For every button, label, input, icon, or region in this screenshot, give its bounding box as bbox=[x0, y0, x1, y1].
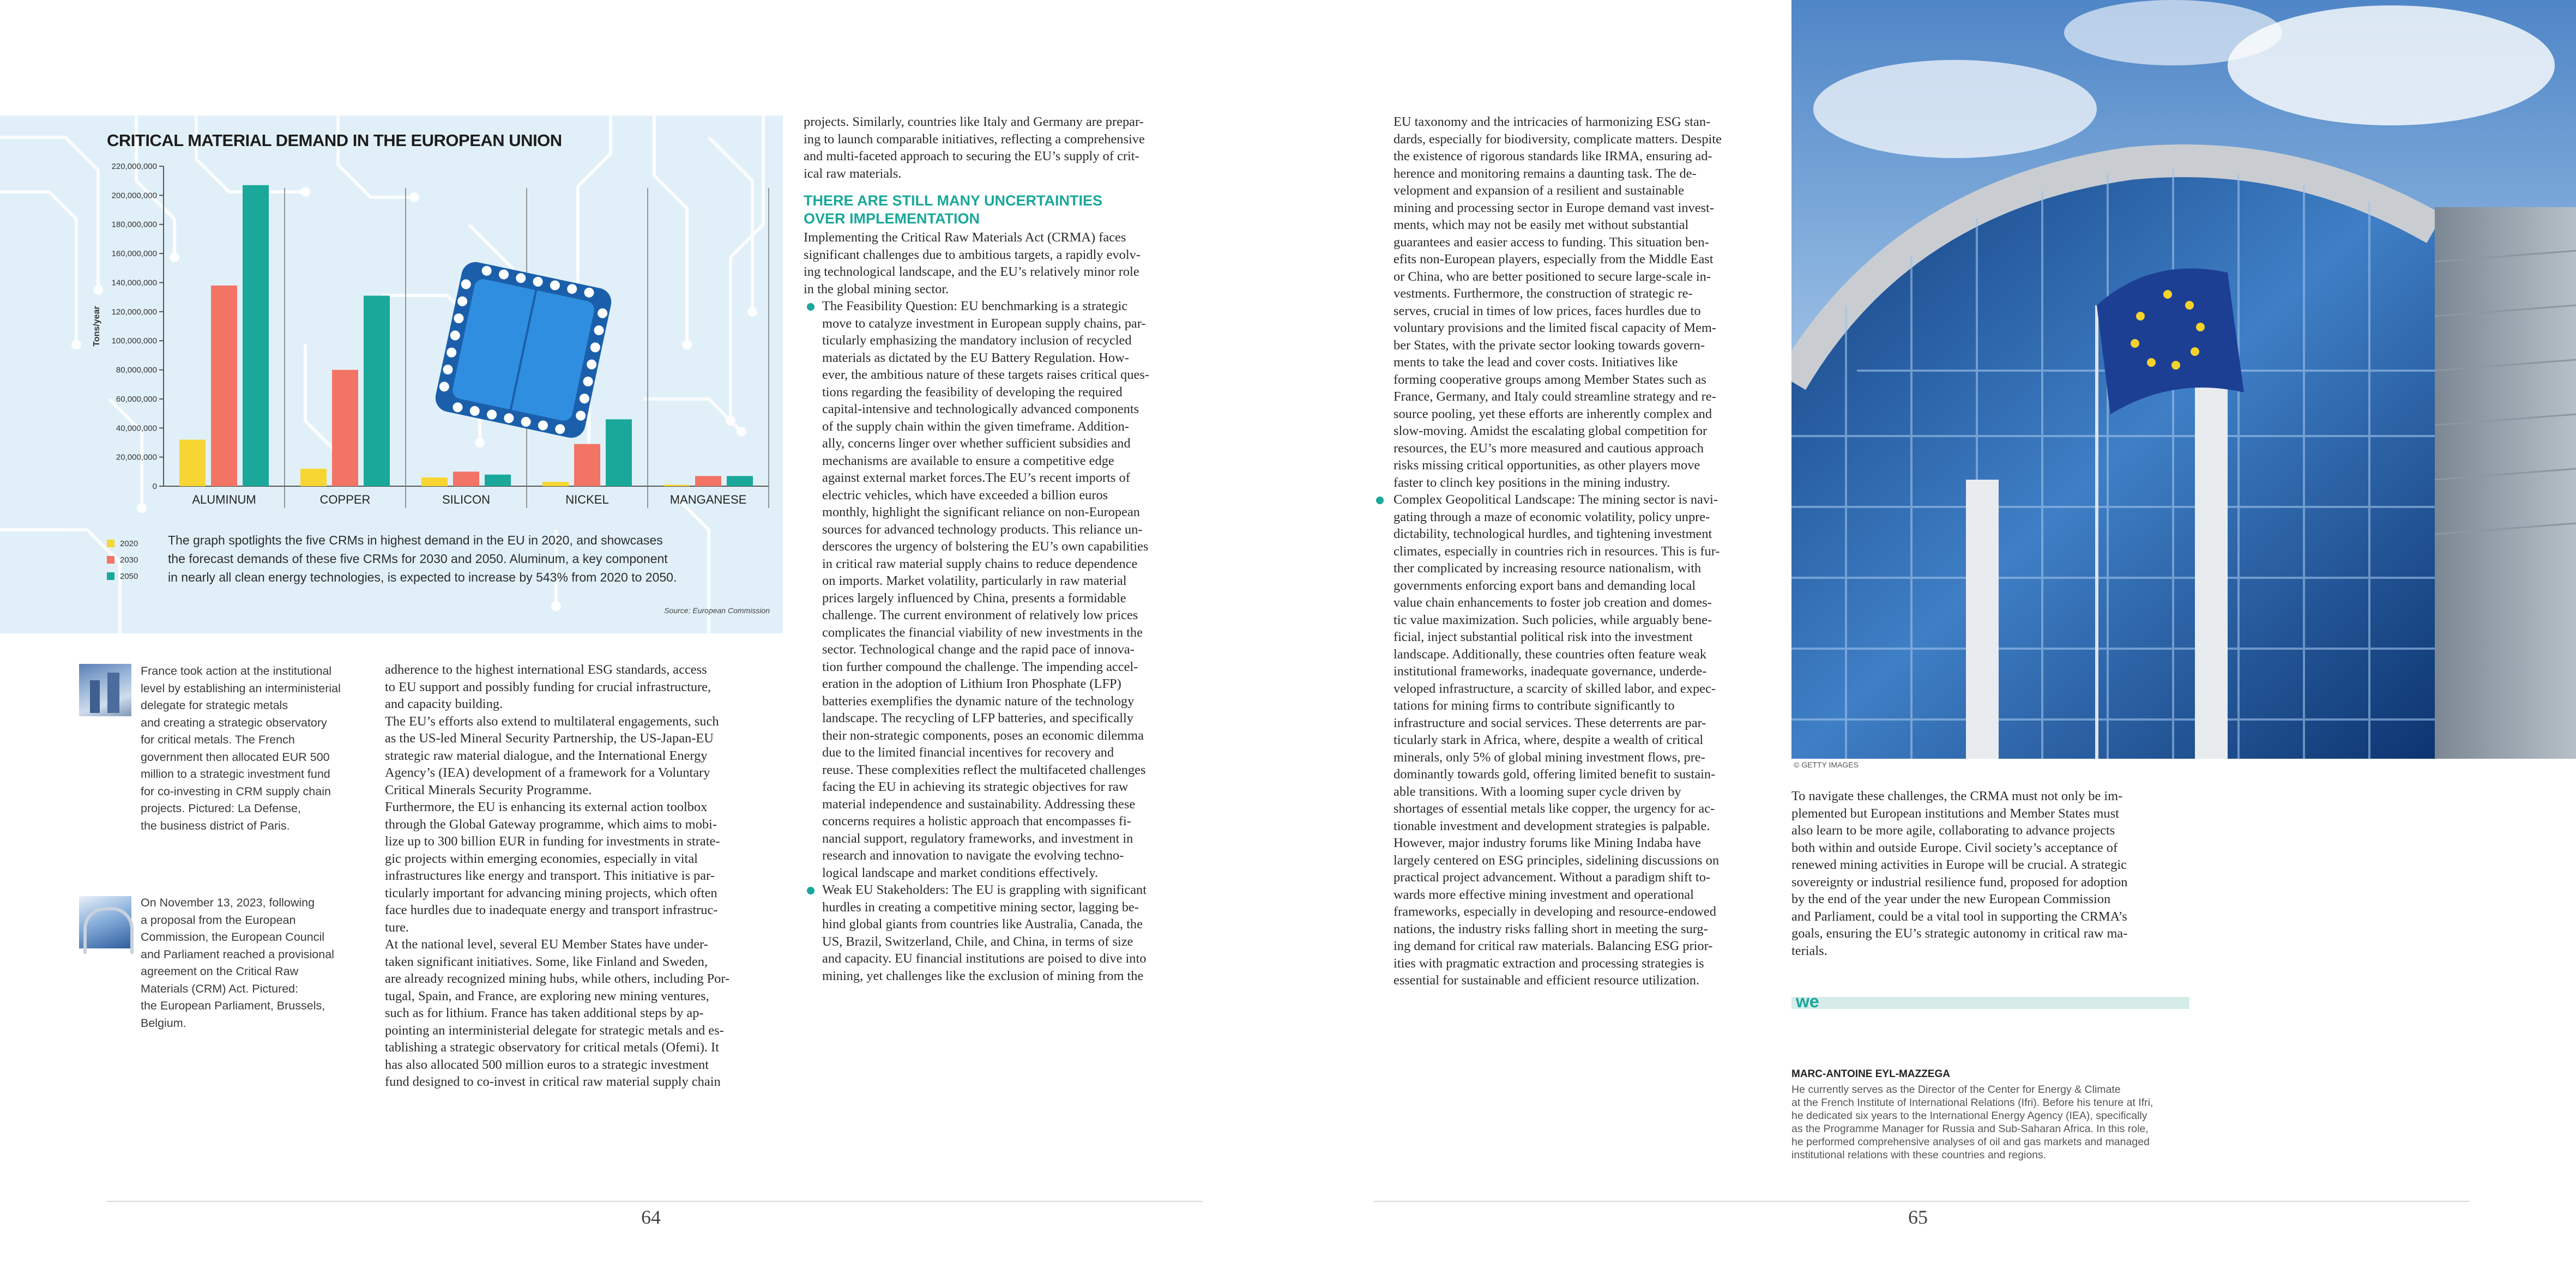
caption-line: for critical metals. The French bbox=[141, 733, 295, 746]
text-line: France, Germany, and Italy could streamline strategy and re- bbox=[1393, 389, 1716, 404]
text-line: Implementing the Critical Raw Materials Act (CRMA) faces bbox=[804, 230, 1126, 245]
x-category-label: COPPER bbox=[319, 493, 371, 506]
text-line: ing to launch comparable initiatives, reflecting a comprehensive bbox=[804, 131, 1145, 147]
text-line: prices largely influenced by China, presents a formidable bbox=[822, 590, 1126, 606]
caption-line: level by establishing an interministerial bbox=[141, 681, 341, 695]
bar-2020-copper bbox=[300, 469, 327, 486]
text-line: adherence to the highest international ESG standards, access bbox=[385, 662, 707, 677]
text-line: dominantly towards gold, offering limited benefit to sustain- bbox=[1393, 767, 1716, 782]
text-line: forming cooperative groups among Member States such as bbox=[1393, 372, 1706, 387]
text-line: due to the limited financial incentives for recovery and bbox=[822, 745, 1114, 760]
text-line: sector. Technological change and the rapid pace of innova- bbox=[822, 642, 1135, 657]
col-c-paragraph bbox=[804, 229, 1203, 298]
text-line: ing demand for critical raw materials. Balancing ESG prior- bbox=[1393, 939, 1713, 953]
text-line: frameworks, especially in developing and resource-endowed bbox=[1393, 904, 1716, 919]
chart-caption-line: the forecast demands of these five CRMs for 2030 and 2050. Aluminum, a key component bbox=[168, 552, 668, 566]
legend bbox=[107, 535, 138, 584]
text-line: Agency’s (IEA) development of a framework for a Voluntary bbox=[385, 765, 710, 780]
caption-line: delegate for strategic metals bbox=[141, 699, 288, 712]
text-line: To navigate these challenges, the CRMA must not only be im- bbox=[1791, 789, 2123, 803]
text-line: hurdles in creating a competitive mining sector, lagging be- bbox=[822, 899, 1139, 915]
text-line: research and innovation to navigate the evolving techno- bbox=[822, 848, 1124, 863]
author-name: MARC-ANTOINE EYL-MAZZEGA bbox=[1791, 1068, 1950, 1080]
bar-2050-aluminum bbox=[243, 185, 269, 486]
bar-2030-nickel bbox=[574, 444, 600, 486]
text-line: velopment and expansion of a resilient and sustainable bbox=[1393, 183, 1685, 198]
text-line: largely centered on ESG principles, sidelining discussions on bbox=[1393, 852, 1720, 868]
text-line: nations, the industry risks falling short in meeting the surg- bbox=[1393, 921, 1708, 936]
end-mark bbox=[1791, 991, 2189, 1011]
bar-2030-aluminum bbox=[211, 286, 237, 486]
text-line: herence and monitoring remains a daunting task. The de- bbox=[1393, 166, 1697, 181]
text-line: concerns requires a holistic approach that encompasses fi- bbox=[822, 814, 1131, 829]
end-mark-text: we bbox=[1796, 991, 1819, 1011]
caption-line: million to a strategic investment fund bbox=[141, 767, 330, 781]
text-line: are already recognized mining hubs, while others, including Por- bbox=[385, 971, 730, 986]
legend-item-2050 bbox=[107, 568, 138, 584]
caption-line: for co-investing in CRM supply chain bbox=[141, 784, 331, 798]
text-line: of the supply chain within the given timeframe. Addition- bbox=[822, 419, 1129, 434]
text-line: their non-strategic components, poses an economic dilemma bbox=[822, 728, 1144, 743]
y-tick-label: 180,000,000 bbox=[111, 220, 157, 229]
text-line: in critical raw material supply chains to reduce dependence bbox=[822, 556, 1138, 571]
bullet-feasibility bbox=[822, 298, 1203, 881]
text-line: facing the EU in achieving its strategic objectives for raw bbox=[822, 779, 1129, 794]
text-line: in the global mining sector. bbox=[804, 281, 949, 297]
y-tick-label: 20,000,000 bbox=[116, 452, 157, 462]
text-line: hind global giants from countries like Australia, Canada, the bbox=[822, 917, 1143, 932]
text-line: derscores the urgency of bolstering the EU’s own capabilities bbox=[822, 539, 1149, 554]
bar-2050-copper bbox=[364, 295, 390, 486]
y-tick-label: 140,000,000 bbox=[111, 278, 157, 288]
caption-line: the European Parliament, Brussels, bbox=[141, 999, 325, 1012]
bar-2030-silicon bbox=[453, 471, 479, 486]
text-column-c bbox=[804, 113, 1203, 984]
author-bio bbox=[1791, 1083, 2153, 1162]
page-number-left: 64 bbox=[641, 1206, 661, 1228]
side-caption-1 bbox=[141, 663, 341, 835]
page-number-right: 65 bbox=[1908, 1206, 1928, 1228]
chart-title: CRITICAL MATERIAL DEMAND IN THE EUROPEAN UNION bbox=[107, 131, 562, 150]
bar-2030-copper bbox=[332, 370, 358, 486]
text-line: electric vehicles, which have exceeded a billion euros bbox=[822, 487, 1108, 503]
y-tick-label: 160,000,000 bbox=[111, 249, 157, 259]
bar-2050-manganese bbox=[727, 476, 753, 486]
text-line: sovereignty or industrial resilience fund, proposed for adoption bbox=[1791, 874, 2128, 890]
text-line: mechanisms are available to ensure a competitive edge bbox=[822, 453, 1114, 468]
text-line: taken significant initiatives. Some, like Finland and Sweden, bbox=[385, 954, 708, 969]
y-tick-label: 220,000,000 bbox=[111, 162, 157, 171]
legend-swatch-2030 bbox=[107, 556, 114, 564]
text-line: able transitions. With a looming super cycle driven by bbox=[1393, 784, 1681, 799]
col-c-intro bbox=[804, 113, 1203, 182]
author-bio-line: at the French Institute of International Relations (Ifri). Before his tenure at Ifri, bbox=[1791, 1097, 2153, 1109]
legend-label-2030: 2030 bbox=[120, 555, 138, 565]
bar-2020-aluminum bbox=[179, 440, 206, 486]
legend-label-2050: 2050 bbox=[120, 571, 138, 581]
x-category-label: MANGANESE bbox=[669, 493, 747, 506]
text-line: essential for sustainable and efficient resource utilization. bbox=[1393, 973, 1700, 988]
text-line: infrastructures like energy and transport. This initiative is par- bbox=[385, 868, 715, 883]
text-line: tations for mining firms to contribute significantly to bbox=[1393, 698, 1675, 713]
text-line: significant challenges due to ambitious targets, a rapidly evolv- bbox=[804, 247, 1141, 262]
text-line: vestments. Furthermore, the construction of strategic re- bbox=[1393, 286, 1693, 301]
text-line: tugal, Spain, and France, are exploring new mining ventures, bbox=[385, 988, 709, 1003]
text-line: EU taxonomy and the intricacies of harmonizing ESG stan- bbox=[1393, 114, 1711, 129]
text-line: to EU support and possibly funding for crucial infrastructure, bbox=[385, 679, 711, 694]
text-line: value chain enhancements to foster job creation and domes- bbox=[1393, 595, 1712, 610]
text-line: plemented but European institutions and Member States must bbox=[1791, 806, 2119, 821]
text-line: through the Global Gateway programme, which aims to mobi- bbox=[385, 817, 717, 832]
text-line: veloped infrastructure, a scarcity of skilled labor, and expec- bbox=[1393, 681, 1716, 696]
text-line: landscape. The recycling of LFP batteries, and specifically bbox=[822, 711, 1133, 725]
text-line: both within and outside Europe. Civil society’s acceptance of bbox=[1791, 840, 2118, 855]
text-line: reuse. These complexities reflect the multifaceted challenges bbox=[822, 762, 1146, 777]
bar-2020-manganese bbox=[663, 485, 690, 486]
text-line: The Feasibility Question: EU benchmarking is a strategic bbox=[822, 299, 1128, 313]
caption-line: and Parliament reached a provisional bbox=[141, 947, 334, 961]
chip-illustration bbox=[433, 259, 614, 440]
text-line: and capacity. EU financial institutions are poised to dive into bbox=[822, 951, 1147, 966]
caption-line: Commission, the European Council bbox=[141, 930, 324, 944]
text-line: tic value maximization. Such policies, while arguably bene- bbox=[1393, 612, 1712, 627]
text-line: and capacity building. bbox=[385, 697, 503, 711]
bar-2030-manganese bbox=[695, 476, 721, 486]
text-line: dictability, technological hurdles, and tightening investment bbox=[1393, 527, 1712, 541]
text-line: source pooling, yet these efforts are inherently complex and bbox=[1393, 406, 1712, 421]
text-line: complicates the financial viability of new investments in the bbox=[822, 625, 1143, 640]
text-line: capital-intensive and technologically advanced components bbox=[822, 402, 1139, 416]
bullet-dot bbox=[807, 887, 815, 894]
text-line: sources for advanced technology products. This reliance un- bbox=[822, 522, 1143, 537]
text-line: ticularly emphasizing the mandatory inclusion of recycled bbox=[822, 333, 1132, 348]
text-line: efits non-European players, especially from the Middle East bbox=[1393, 252, 1714, 267]
y-tick-label: 200,000,000 bbox=[111, 191, 157, 201]
text-line: institutional frameworks, inadequate governance, underde- bbox=[1393, 664, 1707, 679]
text-line: Complex Geopolitical Landscape: The mining sector is navi- bbox=[1393, 492, 1718, 507]
text-column-d bbox=[1393, 113, 1772, 989]
text-line: nancial support, regulatory frameworks, and investment in bbox=[822, 831, 1133, 846]
text-line: and multi-faceted approach to securing the EU’s supply of crit- bbox=[804, 149, 1139, 164]
legend-label-2020: 2020 bbox=[120, 539, 138, 548]
caption-line: the business district of Paris. bbox=[141, 819, 290, 832]
text-line: governments enforcing export bans and demanding local bbox=[1393, 578, 1696, 593]
text-line: as the US-led Mineral Security Partnership, the US-Japan-EU bbox=[385, 731, 714, 746]
text-line: also learn to be more agile, collaborating to advance projects bbox=[1791, 823, 2115, 838]
caption-line: Materials (CRM) Act. Pictured: bbox=[141, 982, 299, 995]
text-line: pointing an interministerial delegate for strategic metals and es- bbox=[385, 1023, 724, 1038]
side-caption-2 bbox=[141, 894, 334, 1032]
text-line: move to catalyze investment in European supply chains, par- bbox=[822, 316, 1146, 331]
text-line: climates, especially in countries rich in resources. This is fur- bbox=[1393, 543, 1720, 559]
text-column-e bbox=[1791, 788, 2189, 959]
text-line: ture. bbox=[385, 920, 409, 935]
bullet-weak-stakeholders bbox=[822, 881, 1203, 984]
footer-rule-left bbox=[107, 1201, 1203, 1202]
text-line: infrastructure and social services. These deterrents are par- bbox=[1393, 715, 1706, 730]
chart-caption-line: The graph spotlights the five CRMs in highest demand in the EU in 2020, and showcases bbox=[168, 533, 663, 547]
text-line: goals, ensuring the EU’s strategic autonomy in critical raw ma- bbox=[1791, 926, 2128, 941]
text-line: gating through a maze of economic volatility, policy unpre- bbox=[1393, 509, 1710, 524]
text-line: ally, concerns linger over whether sufficient subsidies and bbox=[822, 436, 1131, 451]
bar-2050-nickel bbox=[606, 419, 632, 486]
caption-line: Belgium. bbox=[141, 1016, 186, 1030]
bullet-geopolitical bbox=[1393, 491, 1772, 989]
section-heading bbox=[804, 192, 1203, 228]
y-tick-label: 120,000,000 bbox=[111, 307, 157, 317]
text-line: tablishing a strategic observatory for critical metals (Ofemi). It bbox=[385, 1040, 719, 1055]
text-line: fund designed to co-invest in critical raw material supply chain bbox=[385, 1074, 721, 1089]
bar-2050-silicon bbox=[485, 475, 511, 486]
y-tick-label: 40,000,000 bbox=[116, 424, 157, 433]
text-line: and Parliament, could be a vital tool in supporting the CRMA’s bbox=[1791, 909, 2127, 924]
text-line: the existence of rigorous standards like IRMA, ensuring ad- bbox=[1393, 149, 1712, 164]
bar-2020-nickel bbox=[542, 482, 569, 486]
text-line: However, major industry forums like Mining Indaba have bbox=[1393, 836, 1701, 850]
text-line: The EU’s efforts also extend to multilateral engagements, such bbox=[385, 713, 719, 729]
text-line: guarantees and easier access to funding. This situation ben- bbox=[1393, 234, 1709, 250]
text-line: gic projects within emerging economies, especially in vital bbox=[385, 851, 698, 866]
section-heading-line: OVER IMPLEMENTATION bbox=[804, 210, 980, 227]
x-category-label: SILICON bbox=[442, 493, 491, 506]
text-line: face hurdles due to inadequate energy and transport infrastruc- bbox=[385, 903, 718, 917]
caption-line: a proposal from the European bbox=[141, 913, 296, 927]
caption-line: agreement on the Critical Raw bbox=[141, 965, 299, 978]
y-axis-label: Tons/year bbox=[92, 306, 101, 347]
text-line: projects. Similarly, countries like Italy and Germany are prepar- bbox=[804, 114, 1144, 129]
text-line: material independence and sustainability. Addressing these bbox=[822, 796, 1136, 812]
text-line: tionable investment and development strategies is palpable. bbox=[1393, 818, 1710, 833]
author-bio-line: He currently serves as the Director of the Center for Energy & Climate bbox=[1791, 1084, 2121, 1096]
text-line: or China, who are better positioned to secure large-scale in- bbox=[1393, 269, 1711, 284]
parliament-illustration bbox=[1791, 0, 2576, 759]
text-line: tion further compound the challenge. The impending accel- bbox=[822, 659, 1138, 674]
x-category-label: NICKEL bbox=[565, 493, 609, 506]
text-line: monthly, highlight the significant reliance on non-European bbox=[822, 505, 1140, 519]
text-line: ical raw materials. bbox=[804, 166, 902, 181]
text-line: Critical Minerals Security Programme. bbox=[385, 782, 592, 797]
text-column-b bbox=[385, 661, 783, 1091]
text-line: ments to take the lead and cover costs. Initiatives like bbox=[1393, 355, 1678, 370]
text-line: ing technological landscape, and the EU’s relatively minor role bbox=[804, 264, 1139, 279]
text-line: resources, the EU’s more measured and cautious approach bbox=[1393, 440, 1704, 456]
text-line: ticularly important for advancing mining projects, which often bbox=[385, 885, 717, 900]
text-line: dards, especially for biodiversity, complicate matters. Despite bbox=[1393, 131, 1722, 147]
text-line: serves, crucial in times of low prices, faces hurdles due to bbox=[1393, 303, 1701, 318]
col-d-intro bbox=[1393, 113, 1772, 491]
thumbnail-arch bbox=[83, 907, 134, 954]
text-line: ber States, with the private sector looking towards govern- bbox=[1393, 337, 1705, 353]
bullet-dot bbox=[807, 303, 815, 311]
text-line: batteries exemplifies the dynamic nature of the technology bbox=[822, 693, 1135, 709]
legend-item-2030 bbox=[107, 552, 138, 568]
caption-line: On November 13, 2023, following bbox=[141, 896, 315, 909]
text-line: Weak EU Stakeholders: The EU is grappling with significant bbox=[822, 882, 1147, 897]
footer-rule-right bbox=[1374, 1201, 2470, 1202]
y-tick-label: 0 bbox=[152, 482, 157, 491]
y-tick-label: 80,000,000 bbox=[116, 365, 157, 375]
caption-line: government then allocated EUR 500 bbox=[141, 750, 330, 764]
photo-european-parliament bbox=[1791, 0, 2576, 759]
text-line: has also allocated 500 million euros to a strategic investment bbox=[385, 1057, 709, 1072]
author-bio-line: he dedicated six years to the International Energy Agency (IEA), specifically bbox=[1791, 1110, 2147, 1122]
caption-line: France took action at the institutional bbox=[141, 664, 332, 678]
text-line: faster to clinch key positions in the mining industry. bbox=[1393, 475, 1670, 490]
text-line: lize up to 300 billion EUR in funding for investments in strate- bbox=[385, 834, 720, 849]
text-line: against external market forces.The EU’s recent imports of bbox=[822, 470, 1130, 485]
legend-swatch-2050 bbox=[107, 572, 114, 580]
thumbnail-european-parliament bbox=[79, 896, 131, 948]
text-line: shortages of essential metals like copper, the urgency for ac- bbox=[1393, 801, 1715, 816]
text-line: At the national level, several EU Member States have under- bbox=[385, 937, 708, 952]
text-line: on imports. Market volatility, particularly in raw material bbox=[822, 573, 1127, 588]
x-category-label: ALUMINUM bbox=[192, 493, 256, 506]
text-line: slow-moving. Amidst the escalating global competition for bbox=[1393, 424, 1708, 438]
photo-credit: © GETTY IMAGES bbox=[1794, 760, 1859, 769]
text-line: ments, which may not be easily met without substantial bbox=[1393, 217, 1689, 232]
bullet-dot bbox=[1376, 497, 1384, 504]
text-line: US, Brazil, Switzerland, Chile, and China, in terms of size bbox=[822, 934, 1133, 949]
text-line: ities with pragmatic extraction and processing strategies is bbox=[1393, 956, 1704, 971]
bar-2020-silicon bbox=[421, 477, 448, 486]
author-bio-line: as the Programme Manager for Russia and Sub-Saharan Africa. In this role, bbox=[1791, 1123, 2149, 1135]
legend-swatch-2020 bbox=[107, 540, 114, 547]
caption-line: and creating a strategic observatory bbox=[141, 716, 327, 729]
text-line: wards more effective mining investment and operational bbox=[1393, 887, 1694, 902]
text-line: Furthermore, the EU is enhancing its external action toolbox bbox=[385, 800, 708, 814]
text-line: mining, yet challenges like the exclusion of mining from the bbox=[822, 968, 1144, 983]
author-bio-line: he performed comprehensive analyses of oil and gas markets and managed bbox=[1791, 1136, 2150, 1148]
caption-line: projects. Pictured: La Defense, bbox=[141, 802, 301, 815]
y-tick-label: 100,000,000 bbox=[111, 336, 157, 346]
text-line: ficial, inject substantial political risk into the investment bbox=[1393, 630, 1693, 644]
thumbnail-building bbox=[107, 673, 119, 713]
thumbnail-la-defense bbox=[79, 664, 131, 716]
text-line: minerals, only 5% of global mining investment flows, pre- bbox=[1393, 749, 1705, 765]
chart-panel bbox=[0, 116, 783, 633]
chart-caption-line: in nearly all clean energy technologies, is expected to increase by 543% from 2020 to 2050. bbox=[168, 570, 677, 584]
text-line: by the end of the year under the new European Commission bbox=[1791, 892, 2111, 906]
section-heading-line: THERE ARE STILL MANY UNCERTAINTIES bbox=[804, 192, 1103, 209]
text-line: mining and processing sector in Europe demand vast invest- bbox=[1393, 200, 1714, 215]
chart-source: Source: European Commission bbox=[664, 606, 770, 615]
text-line: tions regarding the feasibility of developing the required bbox=[822, 384, 1123, 400]
text-line: terials. bbox=[1791, 943, 1827, 958]
text-line: voluntary provisions and the limited fiscal capacity of Mem- bbox=[1393, 321, 1716, 335]
text-line: materials as dictated by the EU Battery Regulation. How- bbox=[822, 350, 1129, 365]
text-line: eration in the adoption of Lithium Iron Phosphate (LFP) bbox=[822, 676, 1121, 691]
text-line: practical project advancement. Without a paradigm shift to- bbox=[1393, 870, 1711, 885]
text-line: logical landscape and market conditions effectively. bbox=[822, 865, 1098, 880]
thumbnail-building bbox=[90, 680, 100, 713]
chart-caption bbox=[168, 531, 677, 586]
text-line: ther complicated by increasing resource nationalism, with bbox=[1393, 561, 1702, 576]
text-line: ticularly stark in Africa, where, despite a wealth of critical bbox=[1393, 733, 1704, 747]
text-line: strategic raw material dialogue, and the International Energy bbox=[385, 748, 708, 763]
y-tick-label: 60,000,000 bbox=[116, 394, 157, 404]
text-line: landscape. Additionally, these countries often feature weak bbox=[1393, 646, 1707, 662]
text-line: risks missing critical opportunities, as other players move bbox=[1393, 458, 1700, 473]
text-line: such as for lithium. France has taken additional steps by ap- bbox=[385, 1006, 704, 1020]
text-line: ever, the ambitious nature of these targets raises critical ques- bbox=[822, 367, 1149, 382]
author-bio-line: institutional relations with these countries and regions. bbox=[1791, 1149, 2047, 1161]
text-line: renewed mining activities in Europe will be crucial. A strategic bbox=[1791, 857, 2127, 872]
legend-item-2020 bbox=[107, 535, 138, 552]
text-line: challenge. The current environment of relatively low prices bbox=[822, 608, 1138, 622]
